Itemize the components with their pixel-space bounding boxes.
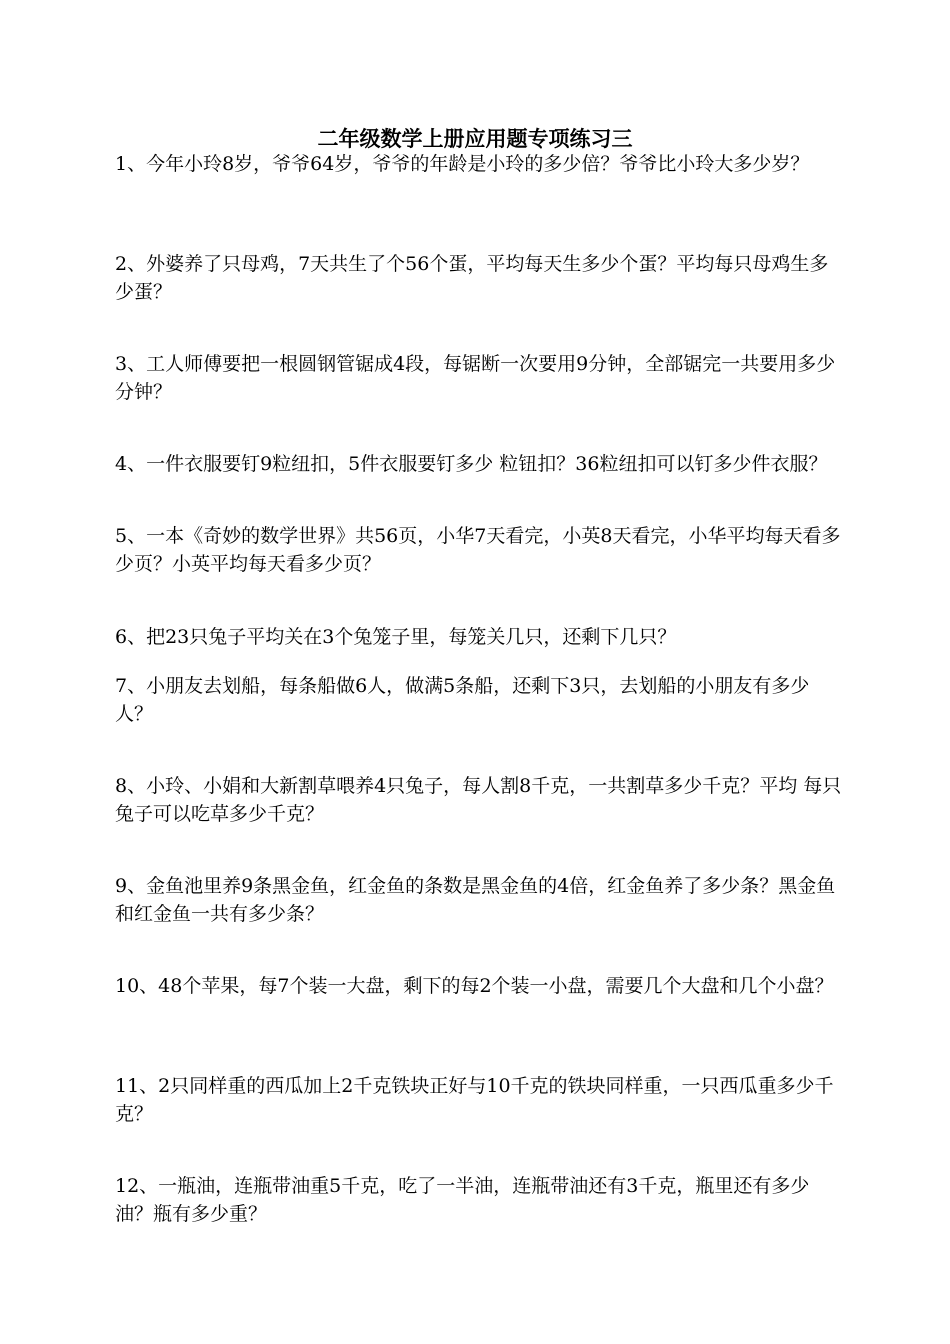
question-4: 4、一件衣服要钉9粒纽扣，5件衣服要钉多少 粒钮扣？36粒纽扣可以钉多少件衣服？ <box>115 453 828 475</box>
question-7: 7、小朋友去划船，每条船做6人，做满5条船，还剩下3只，去划船的小朋友有多少人？ <box>115 675 810 725</box>
question-10: 10、48个苹果，每7个装一大盘，剩下的每2个装一小盘，需要几个大盘和几个小盘？ <box>115 975 834 997</box>
question-1: 1、今年小玲8岁，爷爷64岁，爷爷的年龄是小玲的多少倍？爷爷比小玲大多少岁？ <box>115 153 810 175</box>
question-5: 5、一本《奇妙的数学世界》共56页，小华7天看完，小英8天看完，小华平均每天看多少页？小英平均每天看多少页？ <box>115 525 841 575</box>
question-2: 2、外婆养了只母鸡，7天共生了个56个蛋，平均每天生多少个蛋？平均每只母鸡生多少蛋？ <box>115 253 829 303</box>
question-12: 12、一瓶油，连瓶带油重5千克，吃了一半油，连瓶带油还有3千克，瓶里还有多少油？瓶有多少重？ <box>115 1175 810 1225</box>
question-8: 8、小玲、小娟和大新割草喂养4只兔子，每人割8千克，一共割草多少千克？平均 每只兔子可以吃草多少千克？ <box>115 775 842 825</box>
page-title: 二年级数学上册应用题专项练习三 <box>317 127 633 151</box>
question-11: 11、2只同样重的西瓜加上2千克铁块正好与10千克的铁块同样重，一只西瓜重多少千克？ <box>115 1075 834 1125</box>
question-6: 6、把23只兔子平均关在3个兔笼子里，每笼关几只，还剩下几只？ <box>115 626 677 648</box>
question-9: 9、金鱼池里养9条黑金鱼，红金鱼的条数是黑金鱼的4倍，红金鱼养了多少条？黑金鱼和红金鱼一共有多少条？ <box>115 875 836 925</box>
question-3: 3、工人师傅要把一根圆钢管锯成4段，每锯断一次要用9分钟，全部锯完一共要用多少分钟？ <box>115 353 836 403</box>
